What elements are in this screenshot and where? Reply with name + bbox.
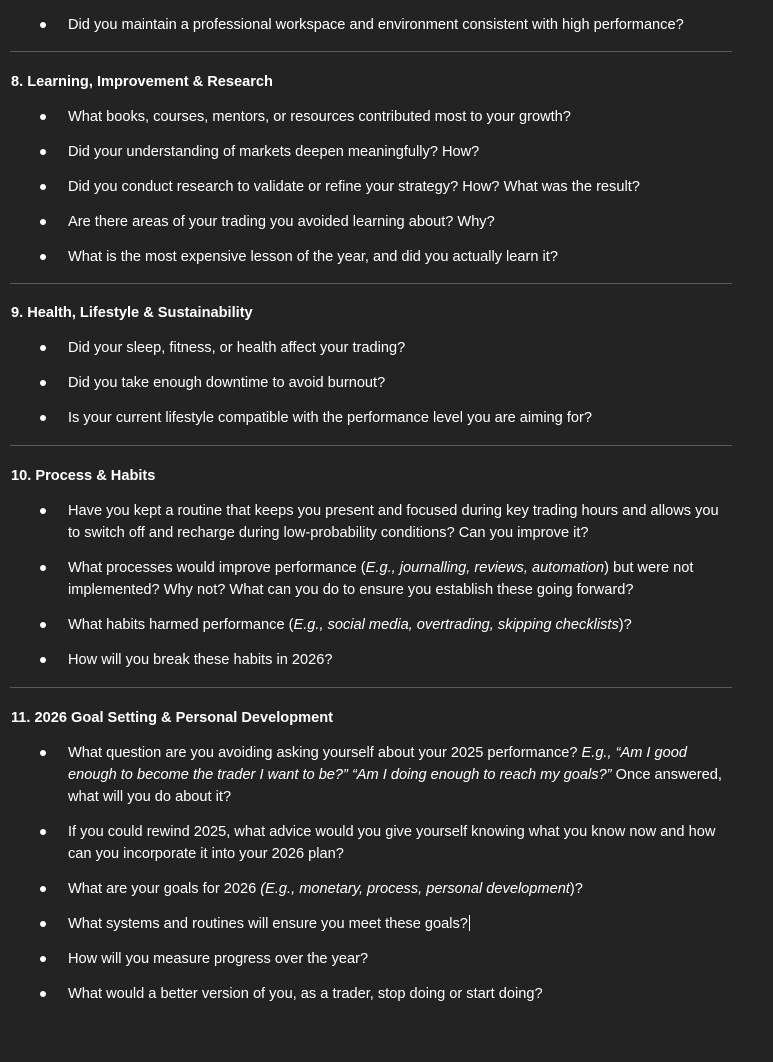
section-divider	[10, 687, 732, 688]
list-item	[0, 742, 773, 808]
item-example: E.g., “Am I good enough to become the trader I want to be?” “Am I doing enough to reach my goals?”	[68, 745, 687, 783]
list-item[interactable]	[0, 913, 773, 935]
section-7-list	[0, 14, 773, 36]
list-item: If you could rewind 2025, what advice would you give yourself knowing what you know now and how can you incorporate it into your 2026 plan?	[0, 821, 773, 865]
item-text: Once answered, what will you do about it?	[68, 767, 722, 805]
item-example: (E.g., monetary, process, personal development	[260, 881, 570, 897]
list-item	[0, 878, 773, 900]
item-example: E.g., journalling, reviews, automation	[365, 560, 605, 576]
item-text: What question are you avoiding asking yourself about your 2025 performance?	[68, 745, 582, 761]
list-item: Did you take enough downtime to avoid burnout?	[0, 372, 773, 394]
item-text: ) but were not implemented? Why not? What can you do to ensure you establish these going forward?	[68, 560, 694, 598]
item-text[interactable]: What systems and routines will ensure you meet these goals?	[68, 916, 468, 932]
list-item: How will you break these habits in 2026?	[0, 649, 773, 671]
section-11-heading: 11. 2026 Goal Setting & Personal Development	[11, 710, 333, 726]
list-item: What books, courses, mentors, or resources contributed most to your growth?	[0, 106, 773, 128]
item-text: What habits harmed performance (	[68, 617, 294, 633]
list-item: How will you measure progress over the year?	[0, 948, 773, 970]
list-item: Did you conduct research to validate or refine your strategy? How? What was the result?	[0, 176, 773, 198]
section-10-heading: 10. Process & Habits	[11, 468, 156, 484]
list-item	[0, 557, 773, 601]
list-item: What would a better version of you, as a trader, stop doing or start doing?	[0, 983, 773, 1005]
section-9-heading: 9. Health, Lifestyle & Sustainability	[11, 305, 253, 321]
item-text: What processes would improve performance (	[68, 560, 366, 576]
section-divider	[10, 445, 732, 446]
text-cursor	[469, 915, 470, 931]
section-divider	[10, 51, 732, 52]
item-example: E.g., social media, overtrading, skipping checklists	[293, 617, 619, 633]
item-text: )?	[569, 881, 583, 897]
section-8-heading: 8. Learning, Improvement & Research	[11, 74, 273, 90]
section-8-list	[0, 106, 773, 268]
list-item: Are there areas of your trading you avoided learning about? Why?	[0, 211, 773, 233]
list-item: Is your current lifestyle compatible with the performance level you are aiming for?	[0, 407, 773, 429]
section-9-list	[0, 337, 773, 429]
item-text: What are your goals for 2026	[68, 881, 261, 897]
section-11-list	[0, 742, 773, 1005]
list-item: What is the most expensive lesson of the year, and did you actually learn it?	[0, 246, 773, 268]
list-item	[0, 614, 773, 636]
list-item: Did your sleep, fitness, or health affect your trading?	[0, 337, 773, 359]
list-item: Did your understanding of markets deepen meaningfully? How?	[0, 141, 773, 163]
list-item: Have you kept a routine that keeps you present and focused during key trading hours and allows you to switch off and recharge during low-probability conditions? Can you improve it?	[0, 500, 773, 544]
item-text: )?	[618, 617, 632, 633]
section-10-list	[0, 500, 773, 671]
section-divider	[10, 283, 732, 284]
list-item: Did you maintain a professional workspace and environment consistent with high performance?	[0, 14, 773, 36]
